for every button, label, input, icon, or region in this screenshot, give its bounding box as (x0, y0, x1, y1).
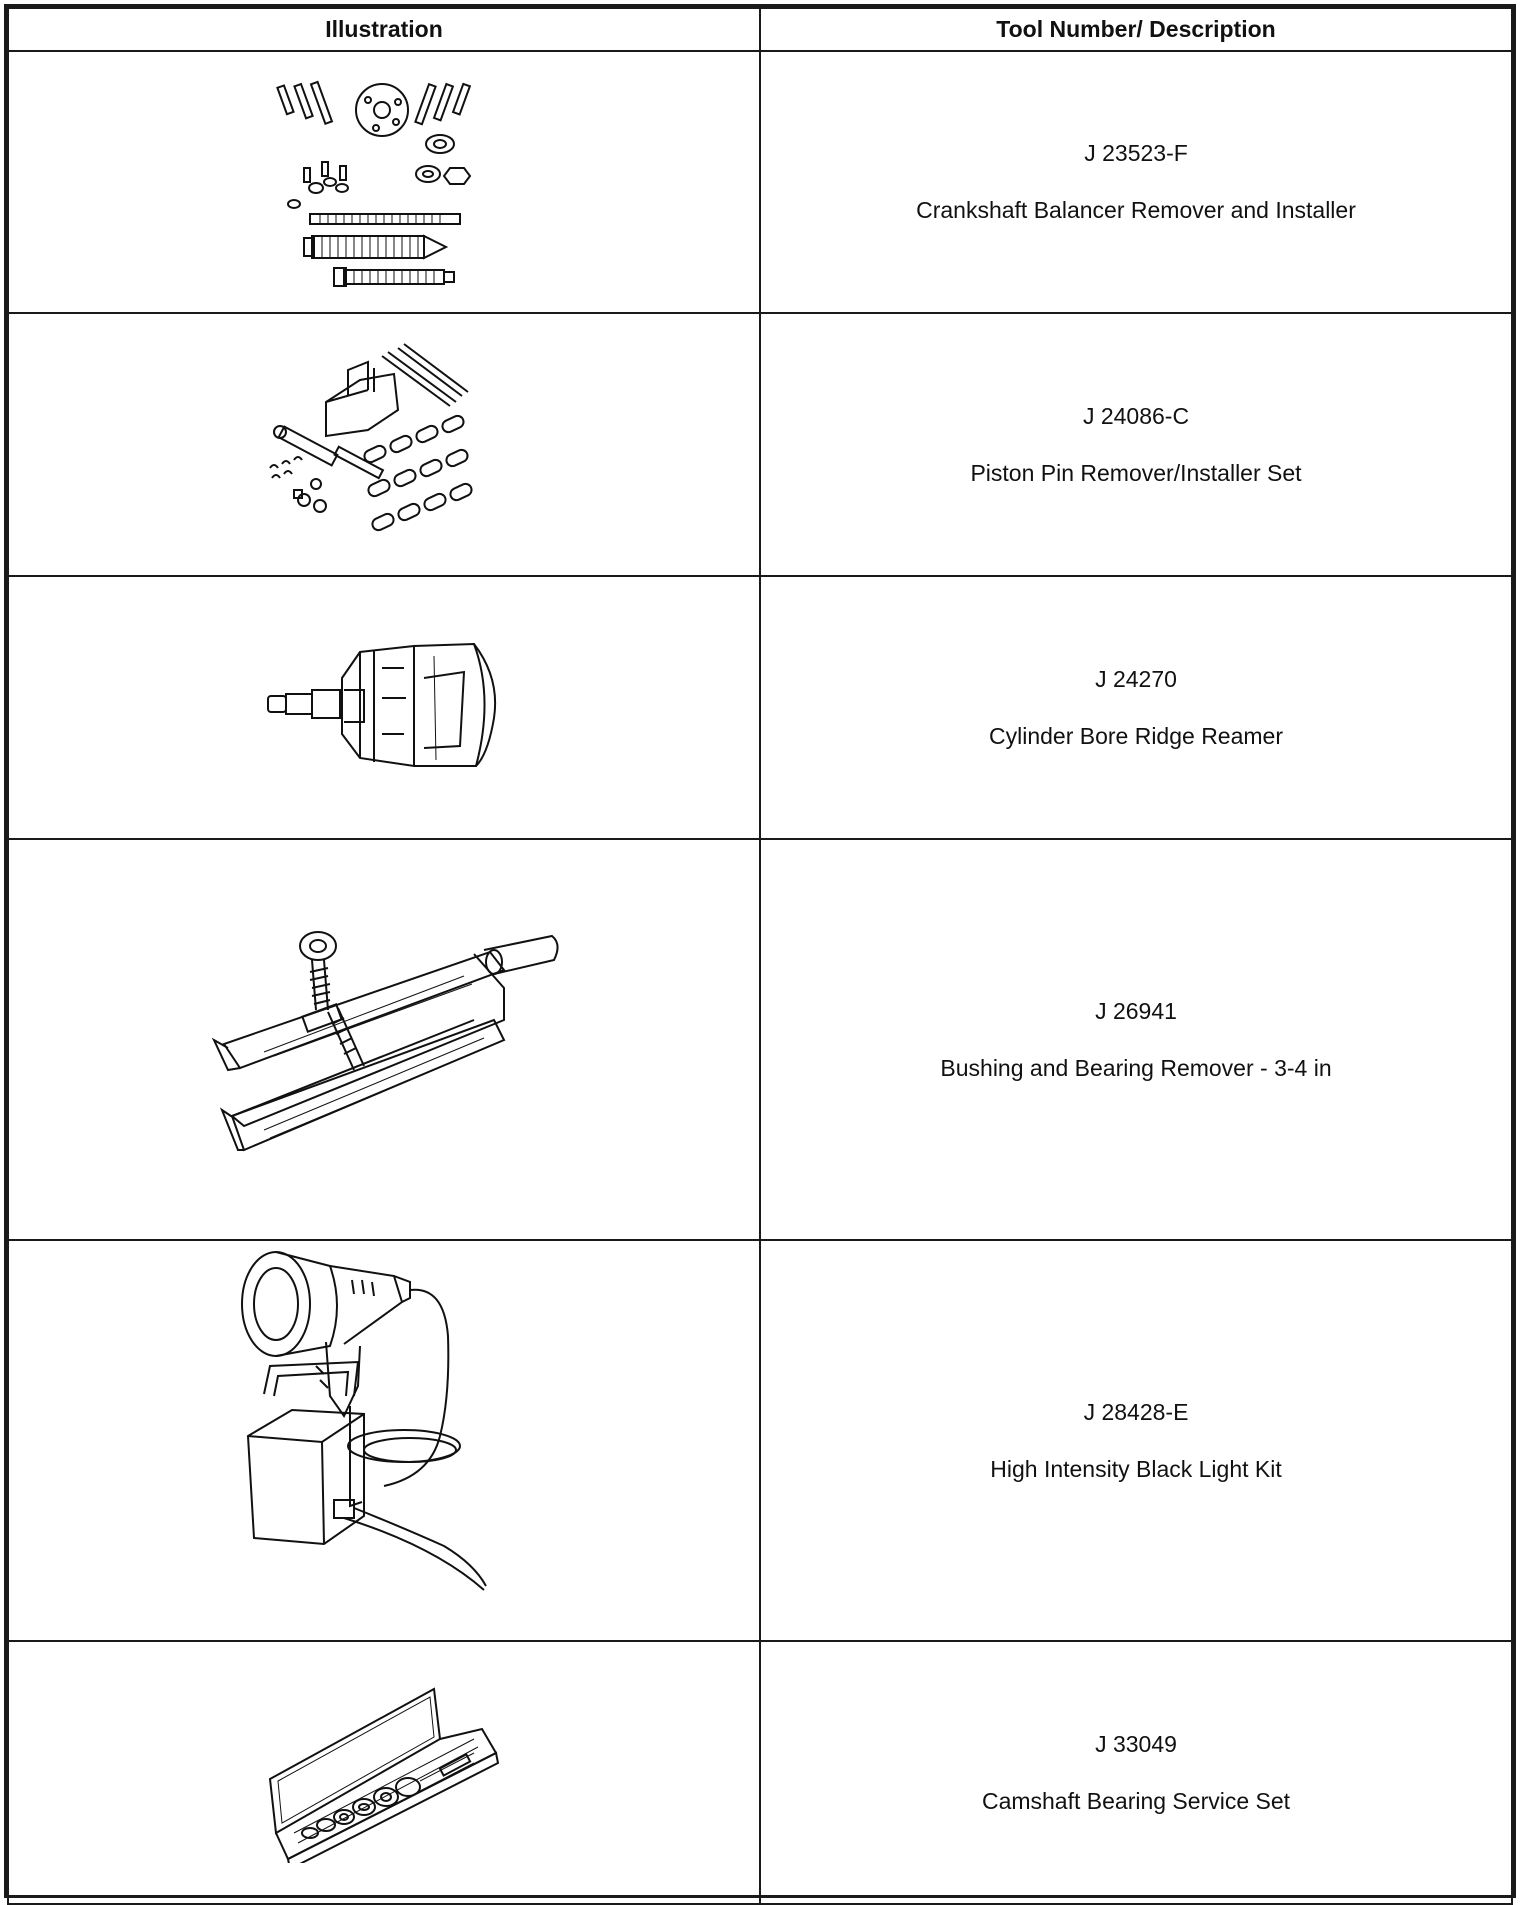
piston-pin-set-icon (264, 340, 504, 550)
balancer-remover-installer-kit-icon (264, 72, 504, 292)
description-cell (760, 51, 1512, 313)
table-row (8, 1240, 1512, 1641)
tool-description: High Intensity Black Light Kit (990, 1455, 1282, 1482)
ridge-reamer-icon (264, 638, 504, 778)
tool-description: Piston Pin Remover/Installer Set (970, 459, 1302, 486)
black-light-kit-icon (234, 1246, 534, 1636)
description-cell (760, 1240, 1512, 1641)
table-row (8, 1641, 1512, 1904)
special-tools-table (7, 7, 1513, 1905)
illustration-cell (8, 1641, 760, 1904)
illustration-cell (8, 51, 760, 313)
tool-number: J 24270 (1095, 665, 1177, 692)
tool-description: Bushing and Bearing Remover - 3-4 in (940, 1054, 1332, 1081)
description-cell (760, 839, 1512, 1240)
tool-number: J 26941 (1095, 997, 1177, 1024)
description-column-header: Tool Number/ Description (760, 8, 1512, 51)
tool-number: J 23523-F (1084, 140, 1188, 166)
table-header-row (8, 8, 1512, 51)
tool-number: J 33049 (1095, 1730, 1177, 1757)
table-row (8, 51, 1512, 313)
illustration-cell (8, 1240, 760, 1641)
table-row (8, 576, 1512, 839)
illustration-cell (8, 839, 760, 1240)
illustration-cell (8, 576, 760, 839)
description-cell (760, 313, 1512, 576)
illustration-column-header: Illustration (8, 8, 760, 51)
special-tools-table-frame (4, 4, 1516, 1898)
bushing-bearing-remover-icon (204, 920, 564, 1160)
illustration-cell (8, 313, 760, 576)
tool-number: J 24086-C (1082, 402, 1190, 429)
description-cell (760, 1641, 1512, 1904)
tool-description: Crankshaft Balancer Remover and Installer (916, 197, 1356, 223)
table-row (8, 313, 1512, 576)
description-cell (760, 576, 1512, 839)
table-row (8, 839, 1512, 1240)
tool-description: Cylinder Bore Ridge Reamer (988, 722, 1283, 749)
camshaft-bearing-set-icon (264, 1683, 504, 1863)
tool-description: Camshaft Bearing Service Set (981, 1787, 1291, 1814)
tool-number: J 28428-E (1083, 1398, 1189, 1425)
